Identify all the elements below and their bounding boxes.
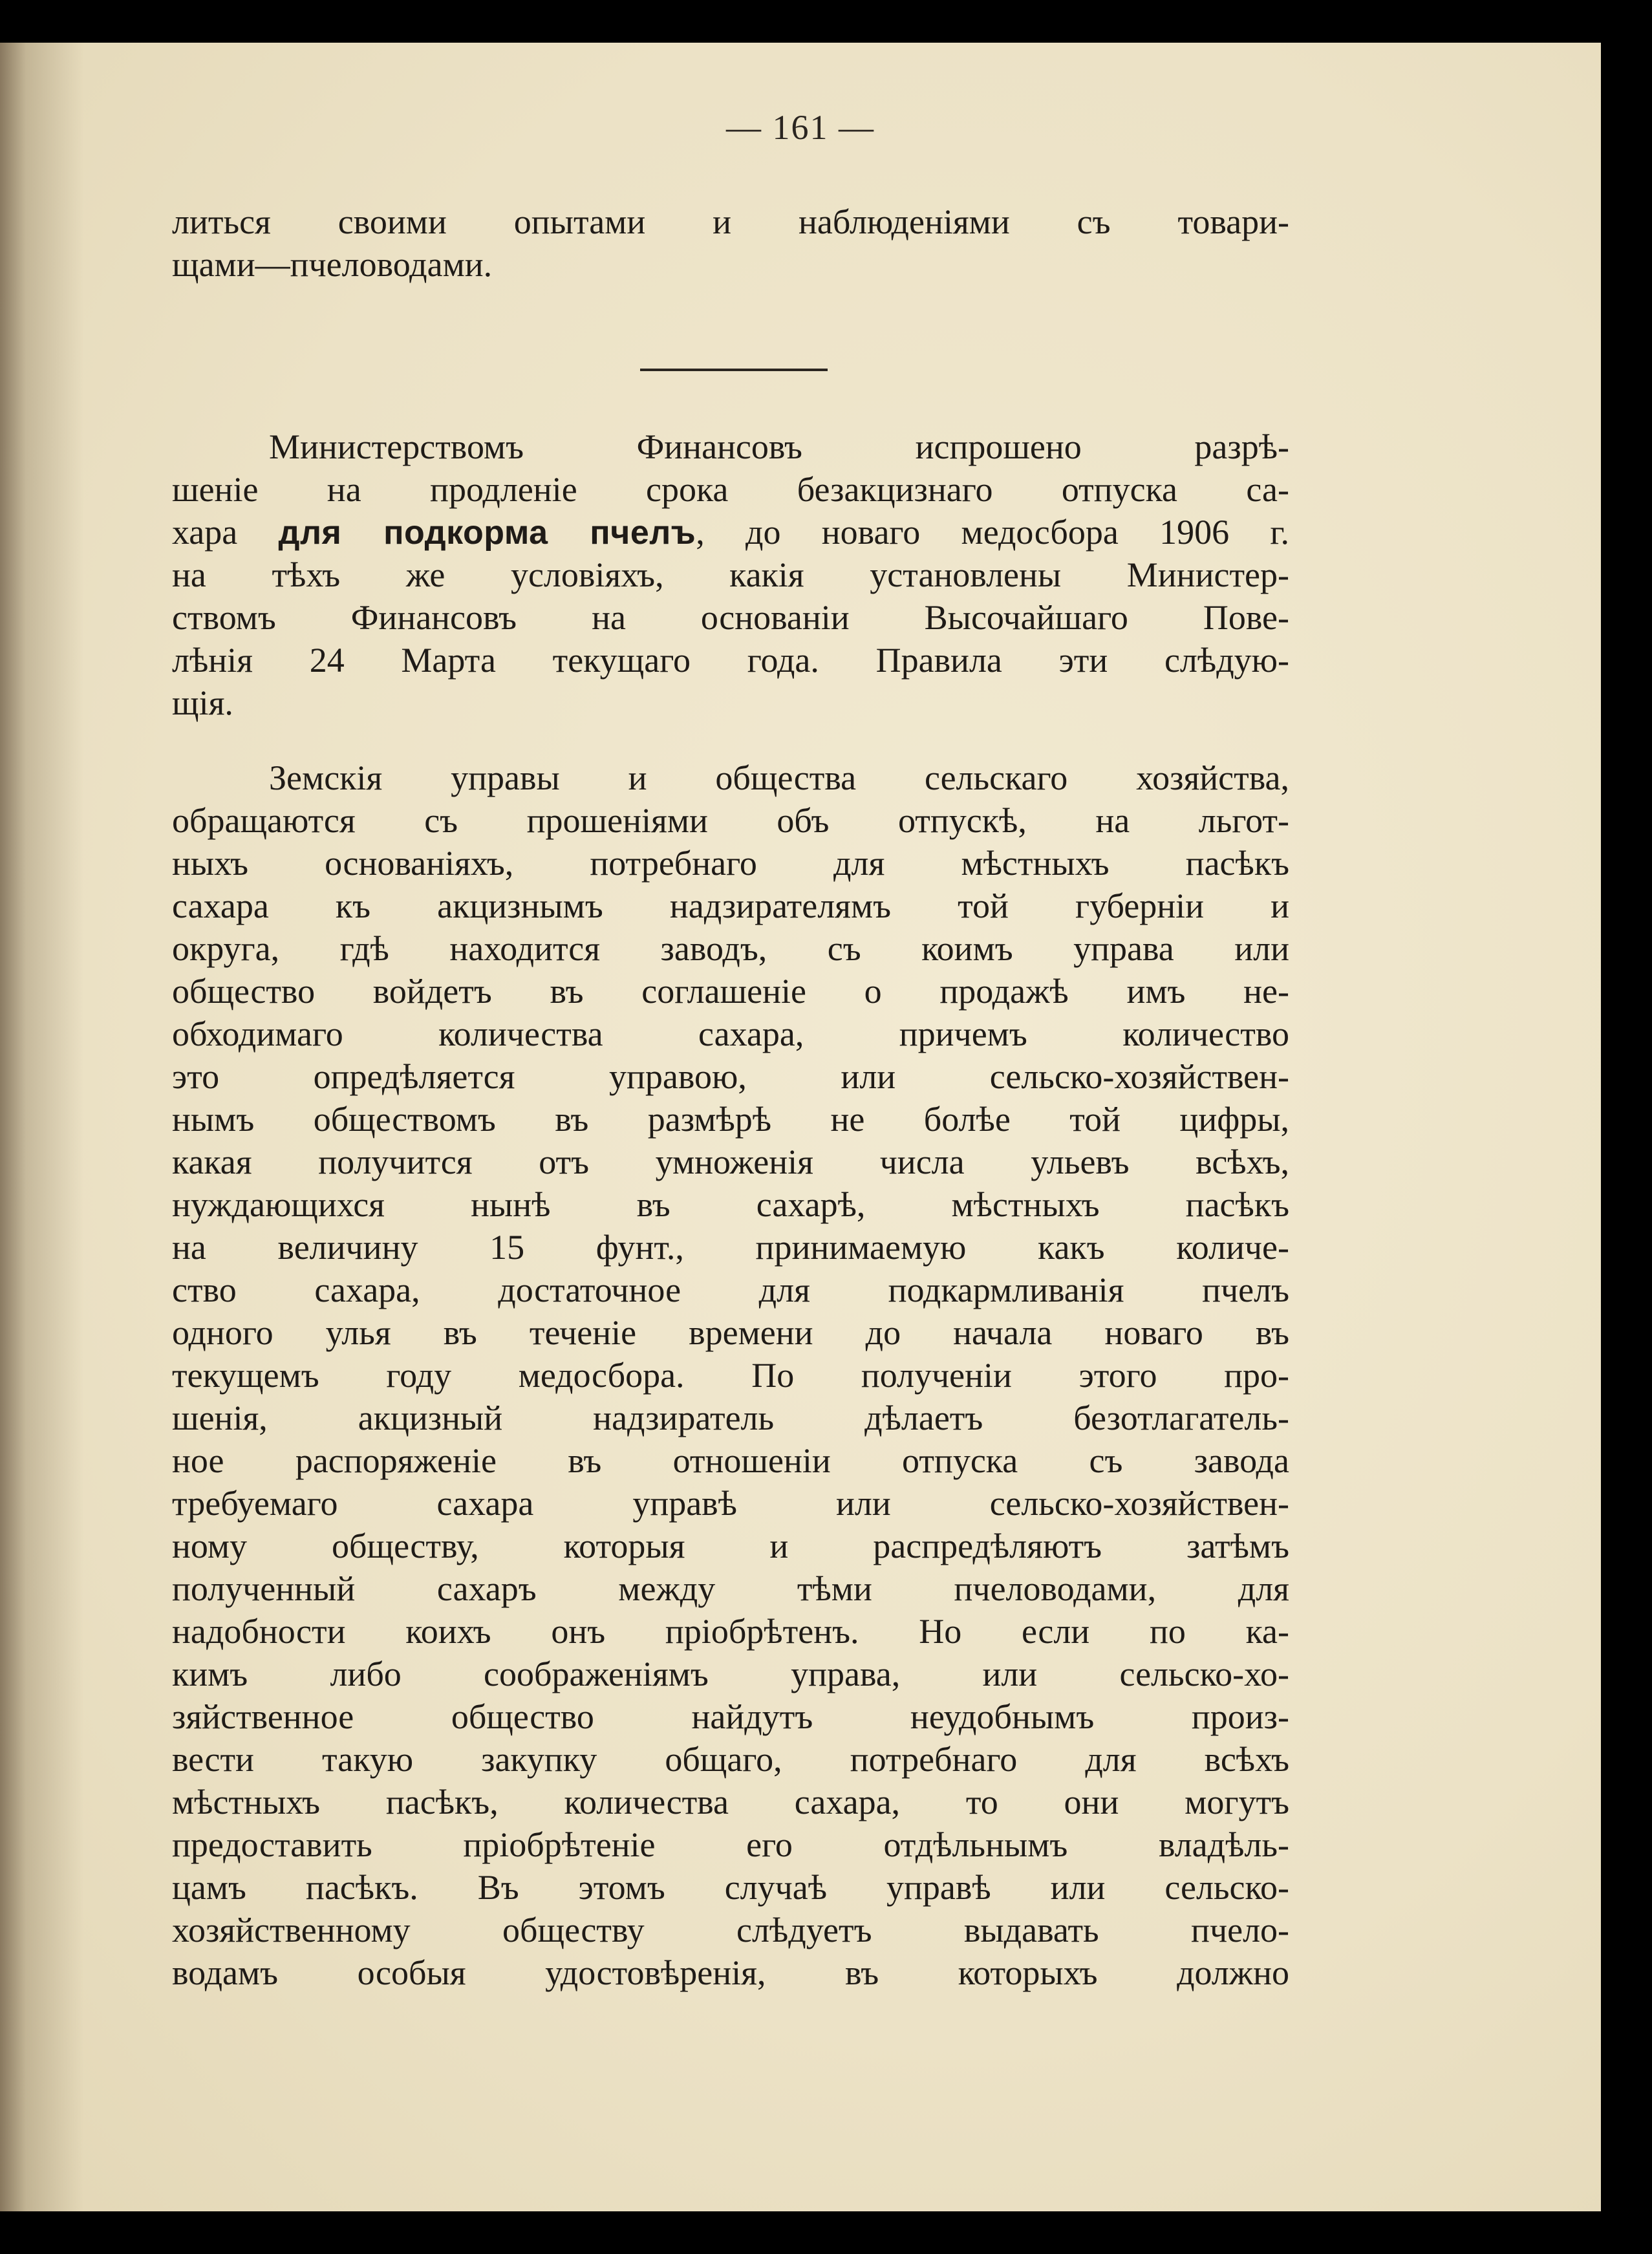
ministry-paragraph [172,425,1289,724]
text-line: обходимаго количества сахара, причемъ количество [172,1014,1289,1053]
text-line: обращаются съ прошеніями объ отпускѣ, на льгот- [172,801,1289,840]
text-line: кимъ либо соображеніямъ управа, или сельско-хо- [172,1655,1289,1693]
text-line: полученный сахаръ между тѣми пчеловодами, для [172,1569,1289,1608]
text-line: шенія, акцизный надзиратель дѣлаетъ безотлагатель- [172,1399,1289,1437]
text-line: мѣстныхъ пасѣкъ, количества сахара, то они могутъ [172,1783,1289,1821]
intro-paragraph [172,200,1289,286]
text-line: нымъ обществомъ въ размѣрѣ не болѣе той цифры, [172,1100,1289,1139]
text-line: общество войдетъ въ соглашеніе о продажѣ имъ не- [172,972,1289,1011]
text-line: какая получится отъ умноженія числа ульевъ всѣхъ, [172,1143,1289,1181]
text-line: лѣнія 24 Марта текущаго года. Правила эти слѣдую- [172,641,1289,680]
page-number: — 161 — [726,108,875,147]
bold-emphasis: для подкорма пчелъ [278,514,696,552]
text-line: литься своими опытами и наблюденіями съ товари- [172,202,1289,241]
text-line: Земскія управы и общества сельскаго хозяйства, [269,758,1289,797]
book-page [0,43,1601,2211]
rules-paragraph [172,757,1289,1994]
text-line: вести такую закупку общаго, потребнаго для всѣхъ [172,1740,1289,1779]
text-line: одного улья въ теченіе времени до начала новаго въ [172,1313,1289,1352]
text-line: ствомъ Финансовъ на основаніи Высочайшаго Пове- [172,598,1289,637]
text-line: округа, гдѣ находится заводъ, съ коимъ управа или [172,929,1289,968]
text-line: на величину 15 фунт., принимаемую какъ количе- [172,1228,1289,1267]
text-line: сахара къ акцизнымъ надзирателямъ той губерніи и [172,886,1289,925]
text-line: предоставить пріобрѣтеніе его отдѣльнымъ владѣль- [172,1825,1289,1864]
text-line: текущемъ году медосбора. По полученіи этого про- [172,1356,1289,1395]
text-line: хозяйственному обществу слѣдуетъ выдавать пчело- [172,1911,1289,1949]
text-line: щія. [172,683,233,722]
text-line: требуемаго сахара управѣ или сельско-хозяйствен- [172,1484,1289,1523]
text-fragment: хара [172,513,279,552]
text-line: на тѣхъ же условіяхъ, какія установлены Министер- [172,555,1289,594]
text-line: зяйственное общество найдутъ неудобнымъ произ- [172,1697,1289,1736]
text-line: цамъ пасѣкъ. Въ этомъ случаѣ управѣ или сельско- [172,1868,1289,1907]
text-line: нуждающихся нынѣ въ сахарѣ, мѣстныхъ пасѣкъ [172,1185,1289,1224]
text-line: Министерствомъ Финансовъ испрошено разрѣ- [269,427,1289,466]
text-line: водамъ особыя удостовѣренія, въ которыхъ должно [172,1953,1289,1992]
text-line: ство сахара, достаточное для подкармливанія пчелъ [172,1271,1289,1309]
text-line: шеніе на продленіе срока безакцизнаго отпуска са- [172,470,1289,509]
text-fragment: , до новаго медосбора 1906 г. [696,513,1289,552]
text-line: надобности коихъ онъ пріобрѣтенъ. Но если по ка- [172,1612,1289,1651]
text-line: ное распоряженіе въ отношеніи отпуска съ завода [172,1441,1289,1480]
text-line: ныхъ основаніяхъ, потребнаго для мѣстныхъ пасѣкъ [172,844,1289,883]
text-line: ному обществу, которыя и распредѣляютъ затѣмъ [172,1527,1289,1565]
section-divider [640,369,828,371]
text-line: щами—пчеловодами. [172,245,493,284]
text-line-with-emphasis [172,511,1289,553]
text-line: это опредѣляется управою, или сельско-хозяйствен- [172,1057,1289,1096]
